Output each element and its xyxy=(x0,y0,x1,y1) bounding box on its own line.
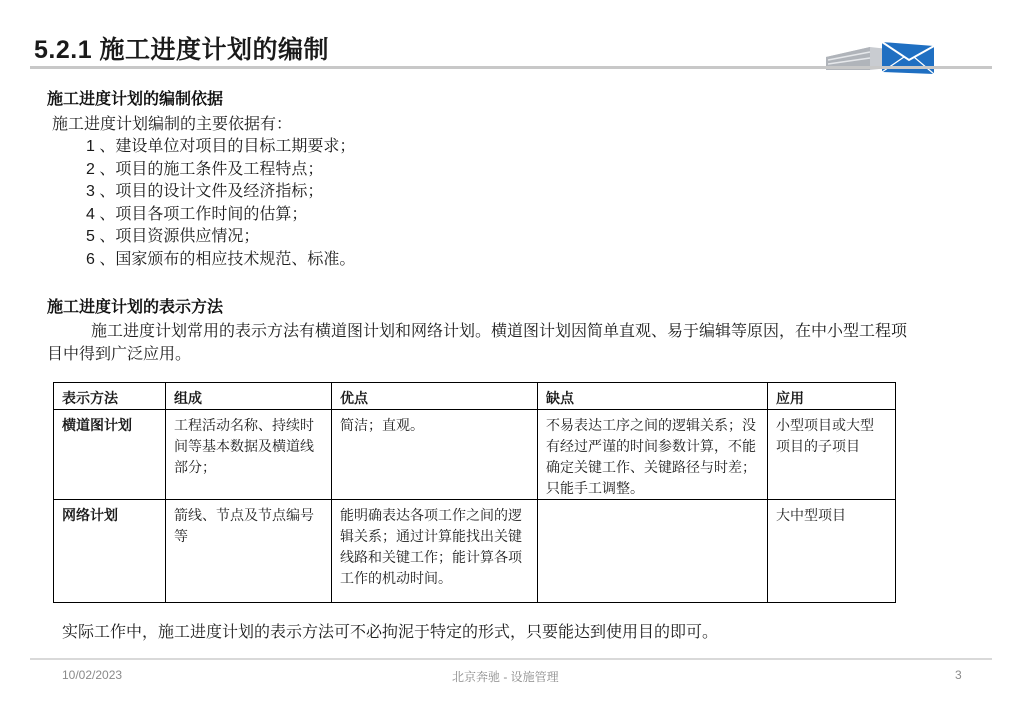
table-cell xyxy=(538,500,768,603)
section-heading-basis: 施工进度计划的编制依据 xyxy=(47,91,224,108)
table-row xyxy=(54,500,896,603)
slide-title: 5.2.1 施工进度计划的编制 xyxy=(34,36,330,64)
section-heading-methods: 施工进度计划的表示方法 xyxy=(47,299,224,316)
list-item: 2 、项目的施工条件及工程特点； xyxy=(86,160,324,178)
methods-paragraph: 施工进度计划常用的表示方法有横道图计划和网络计划。横道图计划因简单直观、易于编辑等原因，在中小型工程项目中得到广泛应用。 xyxy=(47,323,908,363)
page-number: 3 xyxy=(955,668,962,682)
table-cell: 大中型项目 xyxy=(768,500,896,603)
list-item: 1 、建设单位对项目的目标工期要求； xyxy=(86,138,356,155)
table-row xyxy=(54,410,896,500)
list-item: 6 、国家颁布的相应技术规范、标准。 xyxy=(86,250,356,268)
table-header: 组成 xyxy=(166,383,332,410)
table-header: 优点 xyxy=(332,383,538,410)
table-cell: 小型项目或大型项目的子项目 xyxy=(768,410,896,500)
title-divider xyxy=(30,66,992,69)
list-item: 3 、项目的设计文件及经济指标； xyxy=(86,183,324,200)
logo-envelope-icon xyxy=(824,40,936,76)
table-header: 表示方法 xyxy=(54,383,166,410)
footer-divider xyxy=(30,658,992,660)
table-cell: 箭线、节点及节点编号等 xyxy=(166,500,332,603)
table-cell: 简洁；直观。 xyxy=(332,410,538,500)
table-cell: 网络计划 xyxy=(54,500,166,603)
basis-list xyxy=(86,136,355,271)
table-cell: 不易表达工序之间的逻辑关系；没有经过严谨的时间参数计算，不能确定关键工作、关键路径与时差；只能手工调整。 xyxy=(538,410,768,500)
basis-intro: 施工进度计划编制的主要依据有： xyxy=(52,116,293,133)
comparison-table xyxy=(53,382,896,603)
footer-center-text: 北京奔驰 - 设施管理 xyxy=(452,670,559,684)
table-cell: 能明确表达各项工作之间的逻辑关系；通过计算能找出关键线路和关键工作；能计算各项工作的机动时间。 xyxy=(332,500,538,603)
list-item: 5 、项目资源供应情况； xyxy=(86,228,260,245)
table-header-row xyxy=(54,383,896,410)
table-header: 应用 xyxy=(768,383,896,410)
table-header: 缺点 xyxy=(538,383,768,410)
footer-date: 10/02/2023 xyxy=(62,668,123,682)
conclusion-text: 实际工作中，施工进度计划的表示方法可不必拘泥于特定的形式，只要能达到使用目的即可。 xyxy=(62,624,719,641)
list-item: 4 、项目各项工作时间的估算； xyxy=(86,205,308,223)
table-cell: 工程活动名称、持续时间等基本数据及横道线部分； xyxy=(166,410,332,500)
table-cell: 横道图计划 xyxy=(54,410,166,500)
